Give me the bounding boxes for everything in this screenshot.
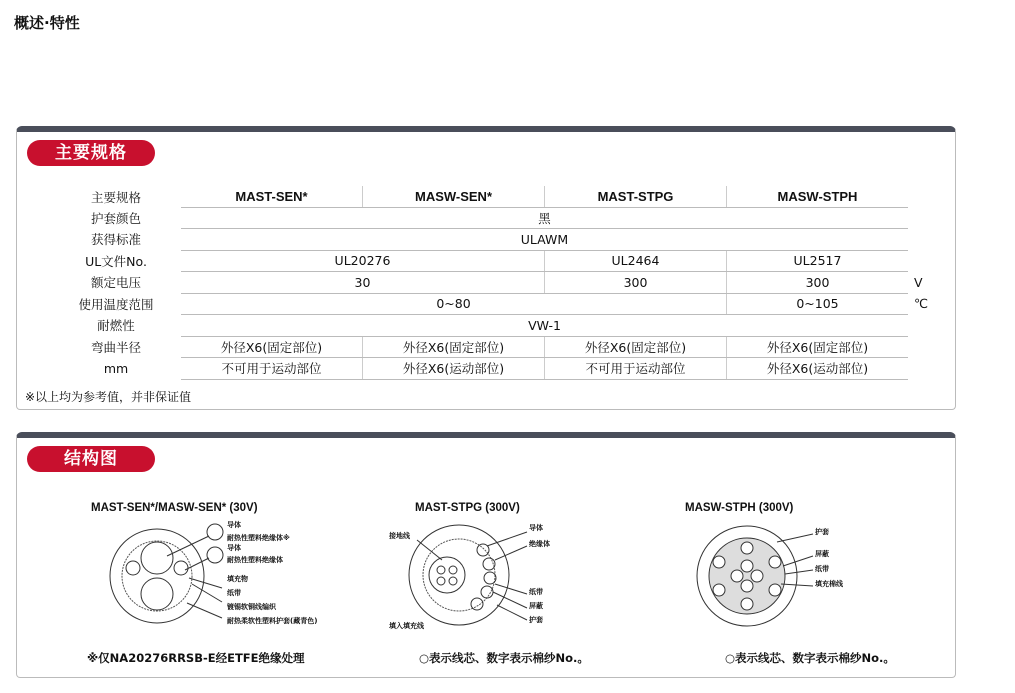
header-cell: MASW-SEN* xyxy=(363,186,545,207)
table-header xyxy=(51,186,934,207)
cell: 外径X6(固定部位) xyxy=(727,336,909,358)
cell: 外径X6(固定部位) xyxy=(181,336,363,358)
header-cell: MAST-SEN* xyxy=(181,186,363,207)
table-row xyxy=(51,229,934,251)
cell: ULAWM xyxy=(181,229,908,251)
cell: 外径X6(运动部位) xyxy=(727,358,909,380)
structure-panel xyxy=(16,432,956,678)
structure-badge: 结构图 xyxy=(27,446,155,472)
diagram-title: MAST-SEN*/MASW-SEN* (30V) xyxy=(91,502,258,514)
label: 填入填充线 xyxy=(389,622,424,630)
header-cell: MAST-STPG xyxy=(545,186,727,207)
cell: 不可用于运动部位 xyxy=(181,358,363,380)
row-label: 耐燃性 xyxy=(97,318,135,334)
cell: 0~105 xyxy=(727,293,909,315)
row-label: 获得标准 xyxy=(90,232,141,248)
header-cell: 主要规格 xyxy=(90,189,141,205)
cell: UL2517 xyxy=(727,250,909,272)
label: 填充物 xyxy=(227,575,248,583)
label: 导体 xyxy=(529,524,543,532)
label: 导体 xyxy=(227,521,241,529)
cell: 30 xyxy=(181,272,545,294)
page-title: 概述·特性 xyxy=(14,14,80,32)
cell: 不可用于运动部位 xyxy=(545,358,727,380)
table-row xyxy=(51,315,934,337)
label: 屏蔽 xyxy=(529,602,543,610)
cell: 外径X6(运动部位) xyxy=(363,358,545,380)
diagram-caption: ○表示线芯、数字表示棉纱No.。 xyxy=(725,651,895,665)
spec-badge: 主要规格 xyxy=(27,140,155,166)
cell: 300 xyxy=(545,272,727,294)
cell: 黑 xyxy=(181,207,908,229)
spec-note: ※以上均为参考值，并非保证值 xyxy=(25,390,192,404)
row-label: 使用温度范围 xyxy=(78,296,154,312)
label: 护套 xyxy=(815,528,829,536)
label: 纸带 xyxy=(815,565,829,573)
table-row xyxy=(51,336,934,358)
unit: V xyxy=(914,274,923,290)
label: 镀锡软铜线编织 xyxy=(227,603,276,611)
table-row xyxy=(51,207,934,229)
row-label: mm xyxy=(103,360,129,376)
row-label: 额定电压 xyxy=(90,275,141,291)
header-cell: MASW-STPH xyxy=(727,186,909,207)
cell: UL20276 xyxy=(181,250,545,272)
label: 接地线 xyxy=(389,532,410,540)
row-label: 弯曲半径 xyxy=(90,339,141,355)
label: 绝缘体 xyxy=(529,540,550,548)
label: 填充棉线 xyxy=(815,580,843,588)
table-row xyxy=(51,250,934,272)
cell: 0~80 xyxy=(181,293,727,315)
table-row xyxy=(51,293,934,315)
label: 耐热性塑料绝缘体※ xyxy=(227,534,290,542)
label: 纸带 xyxy=(227,589,241,597)
cell: UL2464 xyxy=(545,250,727,272)
diagram-caption: ○表示线芯、数字表示棉纱No.。 xyxy=(419,651,589,665)
row-label: UL文件No. xyxy=(85,253,147,269)
cable-diagram-sen xyxy=(77,518,337,628)
label: 护套 xyxy=(529,616,543,624)
label: 导体 xyxy=(227,544,241,552)
diagram-title: MAST-STPG (300V) xyxy=(415,502,520,514)
diagram-title: MASW-STPH (300V) xyxy=(685,502,794,514)
cell: VW-1 xyxy=(181,315,908,337)
label: 耐热性塑料绝缘体 xyxy=(227,556,283,564)
spec-panel xyxy=(16,126,956,410)
table-row xyxy=(51,272,934,294)
cell: 外径X6(固定部位) xyxy=(363,336,545,358)
cell: 300 xyxy=(727,272,909,294)
cable-diagram-stph xyxy=(687,520,907,635)
row-label: 护套颜色 xyxy=(90,210,141,226)
cable-diagram-stpg xyxy=(387,520,587,630)
diagram-caption: ※仅NA20276RRSB-E经ETFE绝缘处理 xyxy=(87,651,305,665)
label: 纸带 xyxy=(529,588,543,596)
cell: 外径X6(固定部位) xyxy=(545,336,727,358)
table-row xyxy=(51,358,934,380)
label: 耐热柔软性塑料护套(藏青色) xyxy=(227,617,318,625)
unit: ℃ xyxy=(914,296,929,312)
spec-table xyxy=(51,186,934,380)
label: 屏蔽 xyxy=(815,550,829,558)
